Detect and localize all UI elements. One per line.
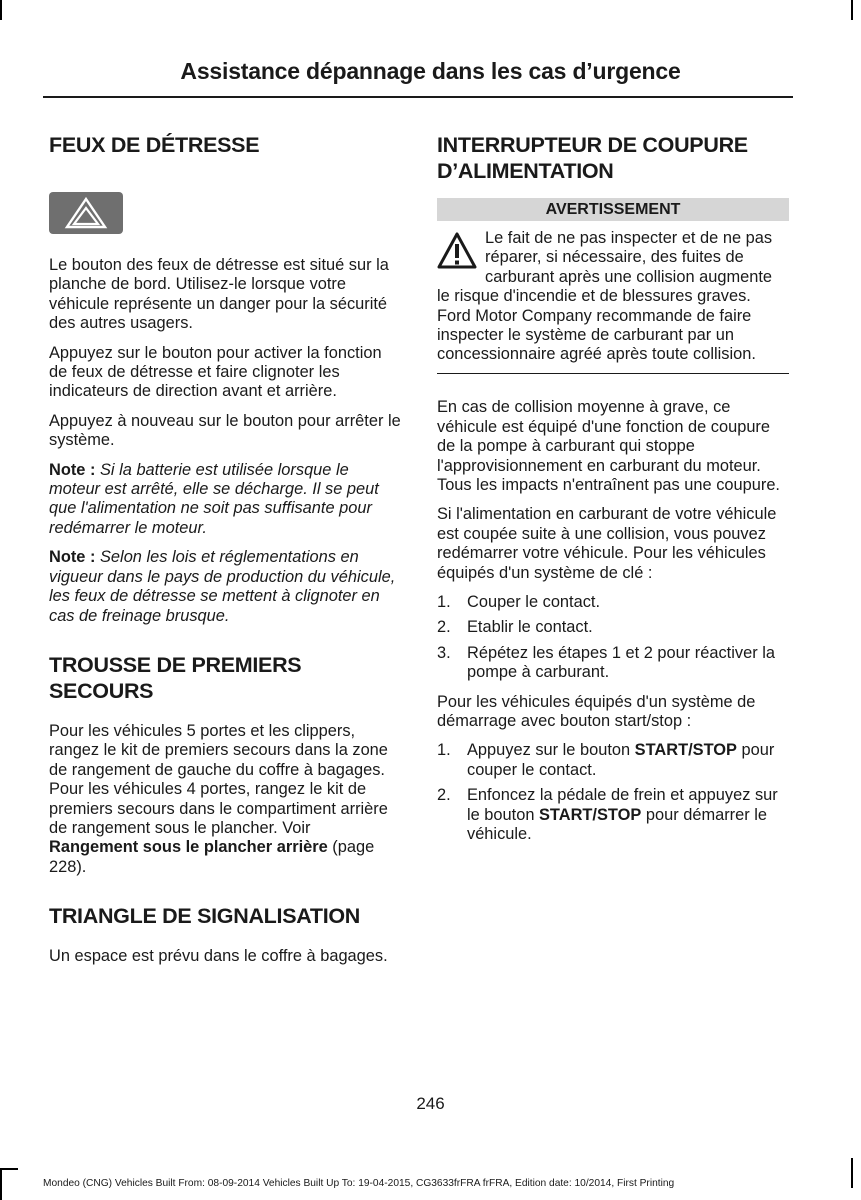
step-text: Enfoncez la pédale de frein et appuyez sur le bouton: [467, 786, 778, 824]
key-steps-list: [437, 593, 789, 683]
hazard-paragraph-3: Appuyez à nouveau sur le bouton pour arrêter le système.: [49, 411, 401, 450]
step-text: Répétez les étapes 1 et 2 pour réactiver la pompe à carburant.: [467, 643, 775, 682]
start-stop-label: START/STOP: [539, 805, 642, 824]
page-number: 246: [416, 1094, 445, 1113]
hazard-note-1: [49, 461, 401, 539]
list-item: [437, 618, 789, 637]
section-heading-fuel-cutoff: INTERRUPTEUR DE COUPURE D’ALIMENTATION: [437, 133, 748, 183]
note-label: Note :: [49, 548, 96, 567]
hazard-button-icon: [49, 192, 123, 234]
warning-triangle-icon: [437, 231, 477, 271]
first-aid-text: Pour les véhicules 5 portes et les clippers, rangez le kit de premiers secours dans la zone de rangement de gauche du coffre à bagages. Pour les véhicules 4 portes, rangez le kit de premiers secours dans le compartiment arrière de rangement sous le plancher. Voir: [49, 721, 388, 837]
section-heading-triangle: TRIANGLE DE SIGNALISATION: [49, 904, 361, 929]
section-heading-hazard: FEUX DE DÉTRESSE: [49, 133, 260, 157]
first-aid-paragraph: [49, 722, 401, 877]
warning-header: AVERTISSEMENT: [437, 198, 789, 221]
list-item: [437, 786, 789, 844]
note-label: Note :: [49, 460, 96, 479]
page-header-title: Assistance dépannage dans les cas d’urgence: [180, 58, 681, 84]
step-number: 1.: [437, 593, 451, 611]
warning-text: Le fait de ne pas inspecter et de ne pas réparer, si nécessaire, des fuites de carburant après une collision augmente le risque d'incendie et de blessures graves. Ford Motor Company recommande de faire inspecter le système de carburant par un concessionnaire agréé après toute collision.: [437, 229, 773, 364]
note-text: Selon les lois et réglementations en vigueur dans le pays de production du véhicule, les feux de détresse se mettent à clignoter en cas de freinage brusque.: [49, 548, 396, 625]
crop-mark: [0, 1168, 2, 1200]
left-column: [49, 132, 401, 977]
crop-mark: [0, 1168, 18, 1170]
fuel-cutoff-paragraph-1: En cas de collision moyenne à grave, ce véhicule est équipé d'une fonction de coupure de la pompe à carburant qui stoppe l'approvisionnement en carburant du moteur. Tous les impacts n'entraînent pas une coupure.: [437, 398, 780, 494]
page-footer: Mondeo (CNG) Vehicles Built From: 08-09-2014 Vehicles Built Up To: 19-04-2015, CG3633frFRA frFRA, Edition date: 10/2014, First Printing: [43, 1178, 675, 1189]
crop-mark: [851, 0, 853, 20]
hazard-paragraph-2: Appuyez sur le bouton pour activer la fonction de feux de détresse et faire clignoter les indicateurs de direction avant et arrière.: [49, 343, 382, 401]
step-number: 3.: [437, 643, 451, 662]
step-text: pour démarrer le véhicule.: [467, 805, 768, 844]
step-number: 1.: [437, 741, 451, 760]
step-number: 2.: [437, 618, 451, 637]
fuel-cutoff-paragraph-2: Si l'alimentation en carburant de votre véhicule est coupée suite à une collision, vous pouvez redémarrer votre véhicule. Pour les véhicules équipés d'un système de clé :: [437, 505, 777, 582]
step-text: Etablir le contact.: [467, 618, 593, 637]
crop-mark: [851, 1158, 853, 1188]
triangle-paragraph: Un espace est prévu dans le coffre à bagages.: [49, 947, 388, 966]
step-text: Couper le contact.: [467, 593, 601, 611]
warning-box: [437, 221, 789, 365]
step-text: pour couper le contact.: [467, 741, 775, 779]
crop-mark: [0, 0, 2, 20]
warning-divider: [437, 373, 789, 375]
start-stop-steps-list: [437, 741, 789, 844]
header-divider: [43, 96, 793, 98]
list-item: [437, 741, 789, 780]
hazard-note-2: [49, 548, 401, 626]
start-stop-label: START/STOP: [634, 741, 737, 760]
step-number: 2.: [437, 786, 451, 805]
list-item: [437, 593, 789, 612]
section-heading-first-aid: TROUSSE DE PREMIERS SECOURS: [49, 652, 302, 703]
step-text: Appuyez sur le bouton: [467, 741, 635, 760]
page-reference: (page 228).: [49, 838, 375, 876]
hazard-paragraph-1: Le bouton des feux de détresse est situé sur la planche de bord. Utilisez-le lorsque votre véhicule représente un danger pour la sécurité des autres usagers.: [49, 256, 389, 333]
cross-reference-link[interactable]: Rangement sous le plancher arrière: [49, 838, 328, 857]
fuel-cutoff-paragraph-3: Pour les véhicules équipés d'un système de démarrage avec bouton start/stop :: [437, 692, 756, 731]
note-text: Si la batterie est utilisée lorsque le moteur est arrêté, elle se décharge. Il se peut que l'alimentation ne soit pas suffisante pour redémarrer le moteur.: [49, 460, 379, 537]
right-column: [437, 132, 789, 854]
list-item: [437, 644, 789, 683]
